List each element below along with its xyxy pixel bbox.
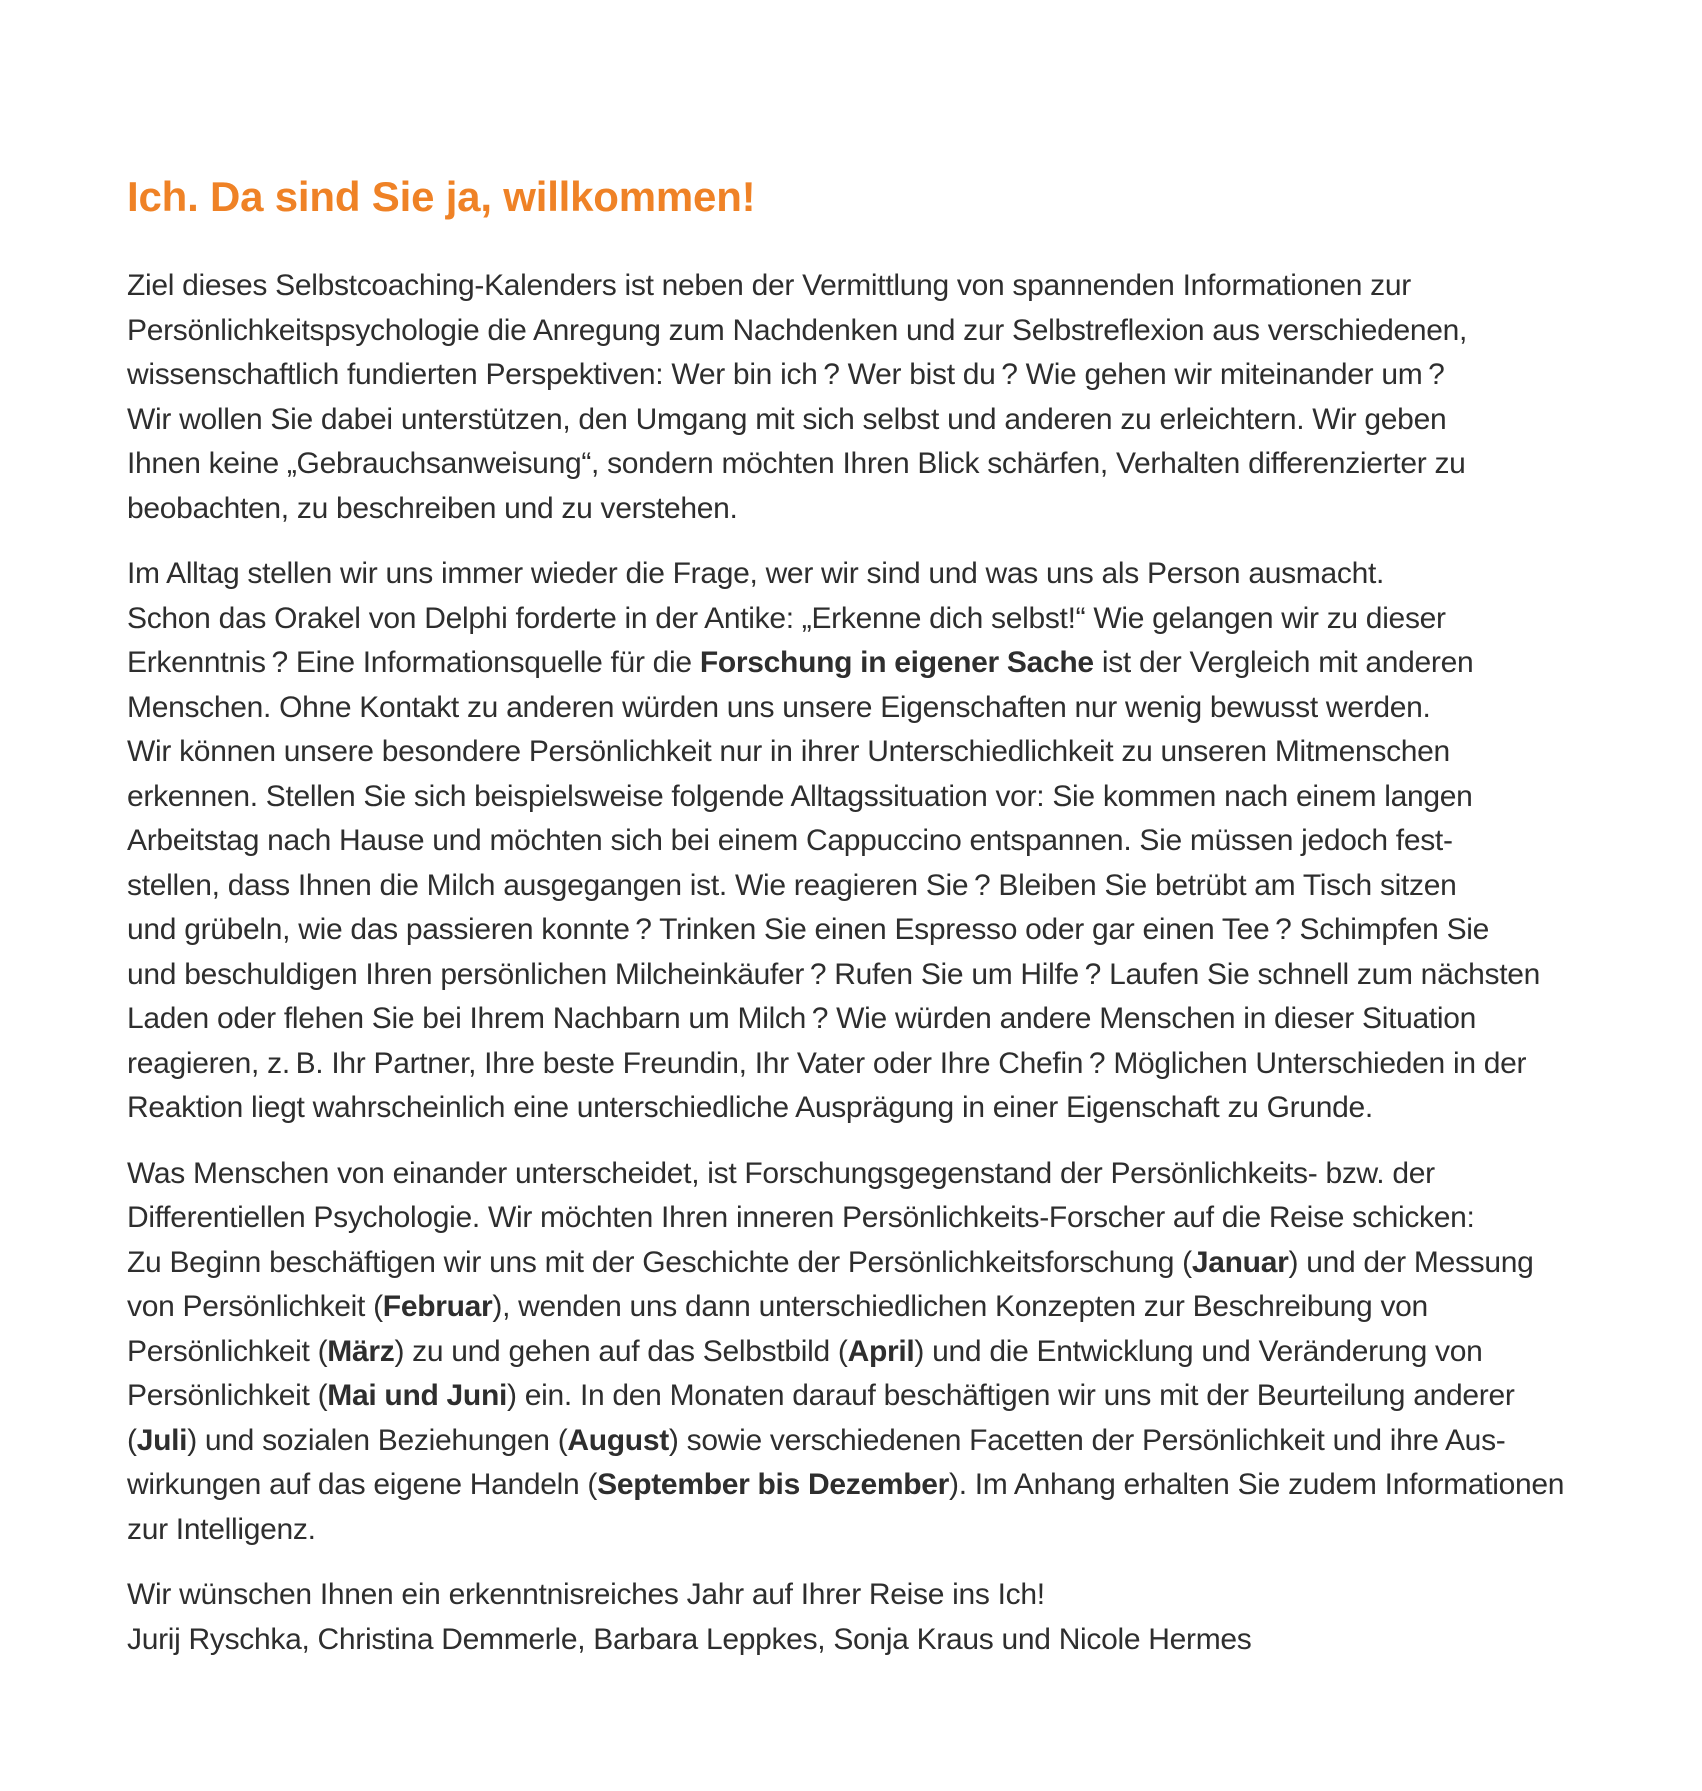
text-line: von Persönlichkeit (Februar), wenden uns dann unterschiedlichen Konzepten zur Beschreibung von <box>127 1290 1428 1323</box>
text-line: Persönlichkeit (März) zu und gehen auf das Selbstbild (April) und die Entwicklung und Veränderung von <box>127 1334 1483 1368</box>
paragraph <box>127 1152 1702 1553</box>
bold-text: August <box>567 1423 669 1457</box>
text-line: Differentiellen Psychologie. Wir möchten Ihren inneren Persönlichkeits-Forscher auf die Reise schicken: <box>127 1201 1475 1234</box>
bold-text: April <box>847 1334 915 1368</box>
text-line: und beschuldigen Ihren persönlichen Milcheinkäufer ? Rufen Sie um Hilfe ? Laufen Sie schnell zum nächsten <box>127 957 1541 991</box>
text-line: Zu Beginn beschäftigen wir uns mit der Geschichte der Persönlichkeitsforschung (Januar) und der Messung <box>127 1245 1534 1279</box>
paragraph <box>127 264 1702 531</box>
text-line: Schon das Orakel von Delphi forderte in der Antike: „Erkenne dich selbst!“ Wie gelangen wir zu dieser <box>127 601 1446 635</box>
text-line: (Juli) und sozialen Beziehungen (August) sowie verschiedenen Facetten der Persönlichkeit und ihre Aus- <box>127 1423 1506 1457</box>
text-line: Reaktion liegt wahrscheinlich eine unterschiedliche Ausprägung in einer Eigenschaft zu Grunde. <box>127 1091 1373 1124</box>
text-line: wirkungen auf das eigene Handeln (September bis Dezember). Im Anhang erhalten Sie zudem Informationen <box>127 1468 1565 1501</box>
bold-text: Juli <box>136 1423 188 1457</box>
text-line: beobachten, zu beschreiben und zu verstehen. <box>127 491 738 525</box>
bold-text: Februar <box>382 1290 493 1323</box>
text-line: Was Menschen von einander unterscheidet, ist Forschungsgegenstand der Persönlichkeits- bzw. der <box>127 1156 1435 1190</box>
text-line: Wir wünschen Ihnen ein erkenntnisreiches Jahr auf Ihrer Reise ins Ich! <box>127 1578 1045 1611</box>
text-line: Wir wollen Sie dabei unterstützen, den Umgang mit sich selbst und anderen zu erleichtern. Wir geben <box>127 402 1447 436</box>
text-line: wissenschaftlich fundierten Perspektiven: Wer bin ich ? Wer bist du ? Wie gehen wir miteinander um ? <box>127 358 1445 391</box>
text-line: Erkenntnis ? Eine Informationsquelle für die Forschung in eigener Sache ist der Vergleich mit anderen <box>127 646 1474 679</box>
bold-text: September bis Dezember <box>597 1468 949 1501</box>
text-line: Ziel dieses Selbstcoaching-Kalenders ist neben der Vermittlung von spannenden Informationen zur <box>127 269 1411 302</box>
text-line: stellen, dass Ihnen die Milch ausgegangen ist. Wie reagieren Sie ? Bleiben Sie betrübt am Tisch sitzen <box>127 868 1457 902</box>
text-line: Arbeitstag nach Hause und möchten sich bei einem Cappuccino entspannen. Sie müssen jedoch fest- <box>127 824 1453 857</box>
text-line: und grübeln, wie das passieren konnte ? Trinken Sie einen Espresso oder gar einen Tee ? Schimpfen Sie <box>127 913 1490 946</box>
body-text <box>127 264 1702 1662</box>
text-line: reagieren, z. B. Ihr Partner, Ihre beste Freundin, Ihr Vater oder Ihre Chefin ? Möglichen Unterschieden in der <box>127 1046 1527 1080</box>
text-line: Ihnen keine „Gebrauchsanweisung“, sondern möchten Ihren Blick schärfen, Verhalten differenzierter zu <box>127 447 1466 480</box>
paragraph <box>127 552 1702 1131</box>
text-line: erkennen. Stellen Sie sich beispielsweise folgende Alltagssituation vor: Sie kommen nach einem langen <box>127 779 1473 813</box>
text-line: Laden oder flehen Sie bei Ihrem Nachbarn um Milch ? Wie würden andere Menschen in dieser Situation <box>127 1002 1477 1035</box>
page-title: Ich. Da sind Sie ja, willkommen! <box>127 173 756 220</box>
bold-text: Mai und Juni <box>327 1379 508 1412</box>
paragraph <box>127 1573 1702 1662</box>
text-line: Jurij Ryschka, Christina Demmerle, Barbara Leppkes, Sonja Kraus und Nicole Hermes <box>127 1622 1252 1656</box>
text-line: Persönlichkeitspsychologie die Anregung zum Nachdenken und zur Selbstreflexion aus verschiedenen, <box>127 313 1468 347</box>
text-line: Wir können unsere besondere Persönlichkeit nur in ihrer Unterschiedlichkeit zu unseren Mitmenschen <box>127 735 1450 768</box>
bold-text: Januar <box>1191 1245 1289 1279</box>
text-line: Menschen. Ohne Kontakt zu anderen würden uns unsere Eigenschaften nur wenig bewusst werden. <box>127 690 1431 724</box>
text-line: Im Alltag stellen wir uns immer wieder die Frage, wer wir sind und was uns als Person ausmacht. <box>127 557 1385 590</box>
text-line: zur Intelligenz. <box>127 1512 316 1546</box>
bold-text: Forschung in eigener Sache <box>699 646 1094 679</box>
bold-text: März <box>327 1334 395 1368</box>
text-line: Persönlichkeit (Mai und Juni) ein. In den Monaten darauf beschäftigen wir uns mit der Beurteilung anderer <box>127 1379 1515 1412</box>
